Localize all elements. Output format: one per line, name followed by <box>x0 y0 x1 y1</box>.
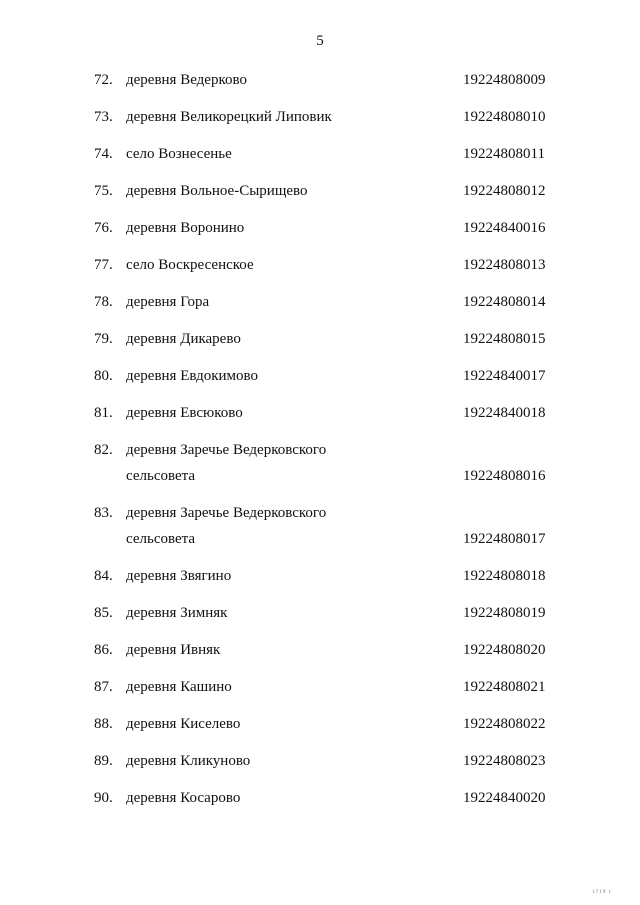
table-row <box>0 107 640 127</box>
settlement-name: село Вознесенье <box>126 146 232 162</box>
settlement-name: деревня Евдокимово <box>126 368 258 384</box>
settlement-name: деревня Кашино <box>126 679 232 695</box>
table-row <box>0 403 640 423</box>
oktmo-code: 19224808020 <box>463 642 546 658</box>
settlement-name: деревня Воронино <box>126 220 245 236</box>
settlement-name: деревня Заречье Ведерковского <box>126 442 327 458</box>
oktmo-code: 19224808014 <box>463 294 546 310</box>
settlement-name: деревня Киселево <box>126 716 241 732</box>
oktmo-code: 19224808017 <box>463 531 546 547</box>
row-number: 77. <box>94 257 113 273</box>
oktmo-code: 19224840017 <box>463 368 546 384</box>
footer-mark: 1719 1 <box>592 890 612 895</box>
oktmo-code: 19224808019 <box>463 605 546 621</box>
oktmo-code: 19224808012 <box>463 183 546 199</box>
settlement-name: деревня Гора <box>126 294 210 310</box>
settlement-name: деревня Великорецкий Липовик <box>126 109 332 125</box>
settlement-name: деревня Звягино <box>126 568 232 584</box>
table-row <box>0 144 640 164</box>
table-row <box>0 788 640 808</box>
settlement-name: деревня Косарово <box>126 790 241 806</box>
row-number: 75. <box>94 183 113 199</box>
oktmo-code: 19224808023 <box>463 753 546 769</box>
settlement-name: деревня Вольное-Сырищево <box>126 183 308 199</box>
row-number: 89. <box>94 753 113 769</box>
settlement-name: село Воскресенское <box>126 257 254 273</box>
oktmo-code: 19224808009 <box>463 72 546 88</box>
oktmo-code: 19224808021 <box>463 679 546 695</box>
page-number: 5 <box>316 33 324 49</box>
table-row <box>0 181 640 201</box>
row-number: 79. <box>94 331 113 347</box>
table-row <box>0 677 640 697</box>
row-number: 86. <box>94 642 113 658</box>
row-number: 73. <box>94 109 113 125</box>
settlement-name-continuation: сельсовета <box>126 531 196 547</box>
oktmo-code: 19224840016 <box>463 220 546 236</box>
oktmo-code: 19224840018 <box>463 405 546 421</box>
oktmo-code: 19224808013 <box>463 257 546 273</box>
row-number: 84. <box>94 568 113 584</box>
settlement-list <box>0 70 640 825</box>
table-row <box>0 218 640 238</box>
settlement-name: деревня Заречье Ведерковского <box>126 505 327 521</box>
table-row <box>0 70 640 90</box>
oktmo-code: 19224808010 <box>463 109 546 125</box>
table-row <box>0 329 640 349</box>
row-number: 76. <box>94 220 113 236</box>
row-number: 87. <box>94 679 113 695</box>
table-row <box>0 292 640 312</box>
row-number: 81. <box>94 405 113 421</box>
table-row <box>0 566 640 586</box>
settlement-name: деревня Ивняк <box>126 642 221 658</box>
oktmo-code: 19224808018 <box>463 568 546 584</box>
row-number: 83. <box>94 505 113 521</box>
settlement-name: деревня Евсюково <box>126 405 243 421</box>
table-row <box>0 603 640 623</box>
table-row <box>0 366 640 386</box>
oktmo-code: 19224808015 <box>463 331 546 347</box>
table-row <box>0 751 640 771</box>
oktmo-code: 19224840020 <box>463 790 546 806</box>
row-number: 74. <box>94 146 113 162</box>
row-number: 72. <box>94 72 113 88</box>
settlement-name-continuation: сельсовета <box>126 468 196 484</box>
table-row <box>0 255 640 275</box>
settlement-name: деревня Зимняк <box>126 605 228 621</box>
table-row <box>0 503 640 549</box>
settlement-name: деревня Кликуново <box>126 753 251 769</box>
oktmo-code: 19224808016 <box>463 468 546 484</box>
table-row <box>0 440 640 486</box>
row-number: 82. <box>94 442 113 458</box>
row-number: 90. <box>94 790 113 806</box>
row-number: 85. <box>94 605 113 621</box>
table-row <box>0 640 640 660</box>
row-number: 78. <box>94 294 113 310</box>
settlement-name: деревня Дикарево <box>126 331 241 347</box>
oktmo-code: 19224808011 <box>463 146 545 162</box>
settlement-name: деревня Ведерково <box>126 72 247 88</box>
row-number: 88. <box>94 716 113 732</box>
row-number: 80. <box>94 368 113 384</box>
oktmo-code: 19224808022 <box>463 716 546 732</box>
table-row <box>0 714 640 734</box>
